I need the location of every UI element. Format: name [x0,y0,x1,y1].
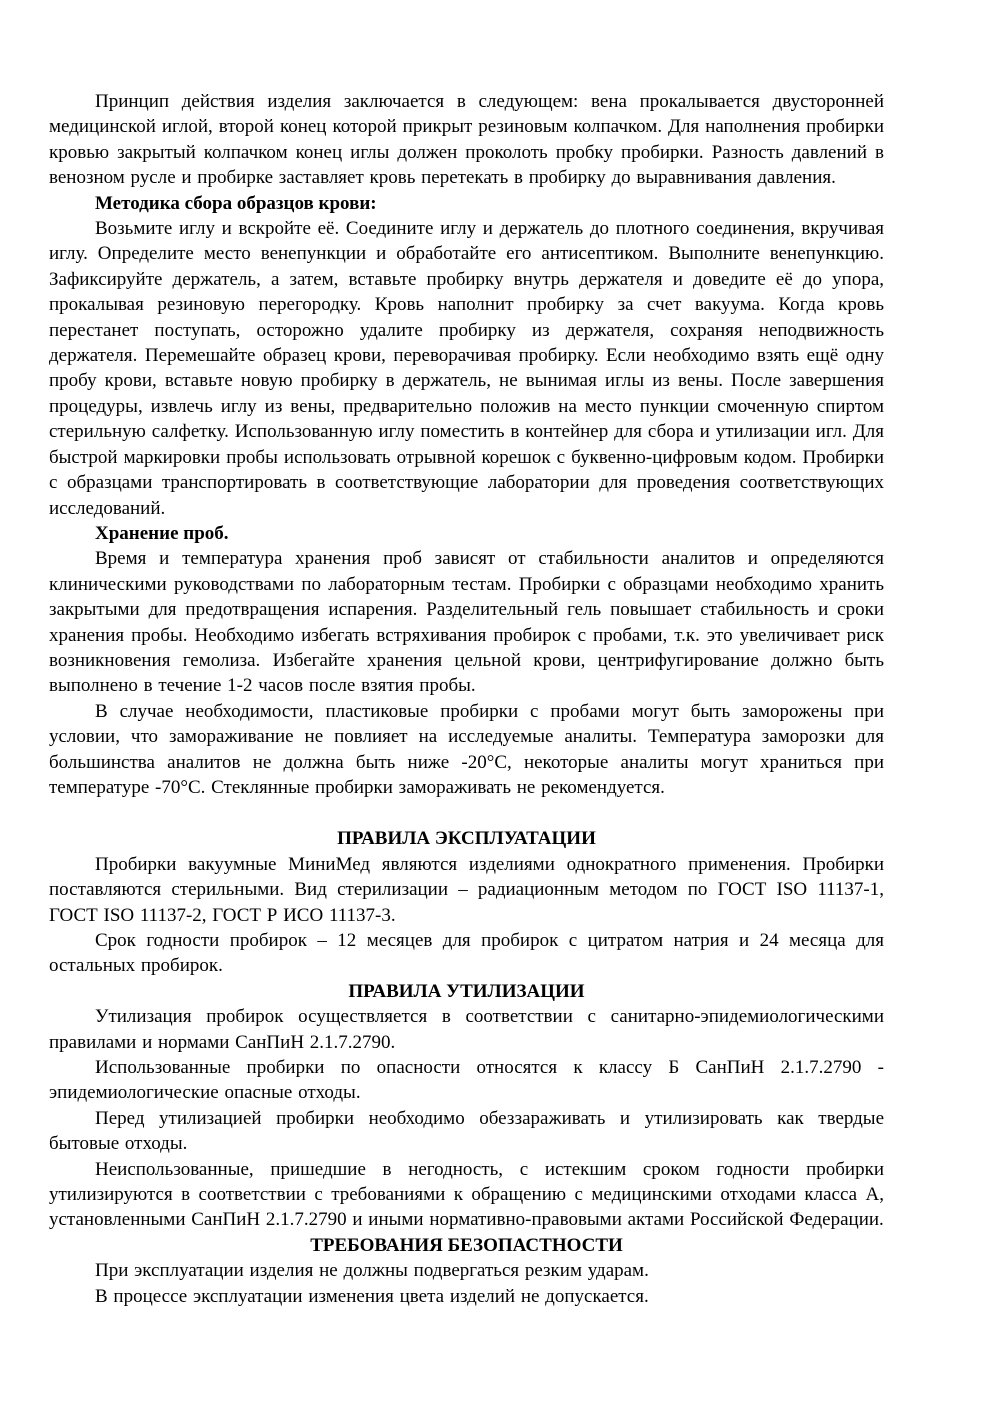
paragraph-storage-conditions: Время и температура хранения проб зависят от стабильности аналитов и определяются клиническими руководствами по лабораторным тестам. Пробирки с образцами необходимо хранить закрытыми для предотвращения испарения. Разделительный гель повышает стабильность и сроки хранения пробы. Необходимо избегать встряхивания пробирок с пробами, т.к. это увеличивает риск возникновения гемолиза. Избегайте хранения цельной крови, центрифугирование должно быть выполнено в течение 1-2 часов после взятия пробы. [49,548,884,697]
paragraph-no-color-change: В процессе эксплуатации изменения цвета изделий не допускается. [95,1285,649,1307]
chapter-heading-operation-rules: ПРАВИЛА ЭКСПЛУАТАЦИИ [337,828,596,850]
paragraph-freezing: В случае необходимости, пластиковые пробирки с пробами могут быть заморожены при условии, что замораживание не повлияет на исследуемые аналиты. Температура заморозки для большинства аналитов не должна быть ниже -20°С, некоторые аналиты могут храниться при температуре -70°С. Стеклянные пробирки замораживать не рекомендуется. [49,700,884,798]
section-heading-blood-sampling: Методика сбора образцов крови: [95,192,377,214]
paragraph-principle: Принцип действия изделия заключается в следующем: вена прокалывается двусторонней медицинской иглой, второй конец которой прикрыт резиновым колпачком. Для наполнения пробирки кровью закрытый колпачком конец иглы должен проколоть пробку пробирки. Разность давлений в венозном русле и пробирке заставляет кровь перетекать в пробирку до выравнивания давления. [49,91,884,189]
paragraph-single-use: Пробирки вакуумные МиниМед являются изделиями однократного применения. Пробирки поставляются стерильными. Вид стерилизации – радиационным методом по ГОСТ ISO 11137-1, ГОСТ ISO 11137-2, ГОСТ Р ИСО 11137-3. [49,853,884,926]
paragraph-no-impacts: При эксплуатации изделия не должны подвергаться резким ударам. [95,1260,649,1282]
section-heading-storage: Хранение проб. [95,522,229,544]
chapter-heading-safety-requirements: ТРЕБОВАНИЯ БЕЗОПАСТНОСТИ [310,1234,623,1256]
chapter-heading-disposal-rules: ПРАВИЛА УТИЛИЗАЦИИ [348,980,585,1002]
paragraph-class-b-waste: Использованные пробирки по опасности относятся к классу Б СанПиН 2.1.7.2790 - эпидемиологические опасные отходы. [49,1057,884,1104]
paragraph-shelf-life: Срок годности пробирок – 12 месяцев для пробирок с цитратом натрия и 24 месяца для остальных пробирок. [49,930,884,977]
paragraph-decontamination: Перед утилизацией пробирки необходимо обеззараживать и утилизировать как твердые бытовые отходы. [49,1107,884,1155]
paragraph-disposal-sanpin: Утилизация пробирок осуществляется в соответствии с санитарно-эпидемиологическими правилами и нормами СанПиН 2.1.7.2790. [49,1006,884,1053]
paragraph-sampling-method: Возьмите иглу и вскройте её. Соедините иглу и держатель до плотного соединения, вкручивая иглу. Определите место венепункции и обработайте его антисептиком. Выполните венепункцию. Зафиксируйте держатель, а затем, вставьте пробирку внутрь держателя и доведите её до упора, прокалывая резиновую перегородку. Кровь наполнит пробирку за счет вакуума. Когда кровь перестанет поступать, осторожно удалите пробирку из держателя, сохраняя неподвижность держателя. Перемешайте образец крови, переворачивая пробирку. Если необходимо взять ещё одну пробу крови, вставьте новую пробирку в держатель, не вынимая иглы из вены. После завершения процедуры, извлечь иглу из вены, предварительно положив на место пункции смоченную спиртом стерильную салфетку. Использованную иглу поместить в контейнер для сбора и утилизации игл. Для быстрой маркировки пробы использовать отрывной корешок с буквенно-цифровым кодом. Пробирки с образцами транспортировать в соответствующие лаборатории для проведения соответствующих исследований. [49,218,884,519]
paragraph-unused-disposal: Неиспользованные, пришедшие в негодность, с истекшим сроком годности пробирки утилизируются в соответствии с требованиями к обращению с медицинскими отходами класса А, установленными СанПиН 2.1.7.2790 и иными нормативно-правовыми актами Российской Федерации. [49,1158,884,1231]
